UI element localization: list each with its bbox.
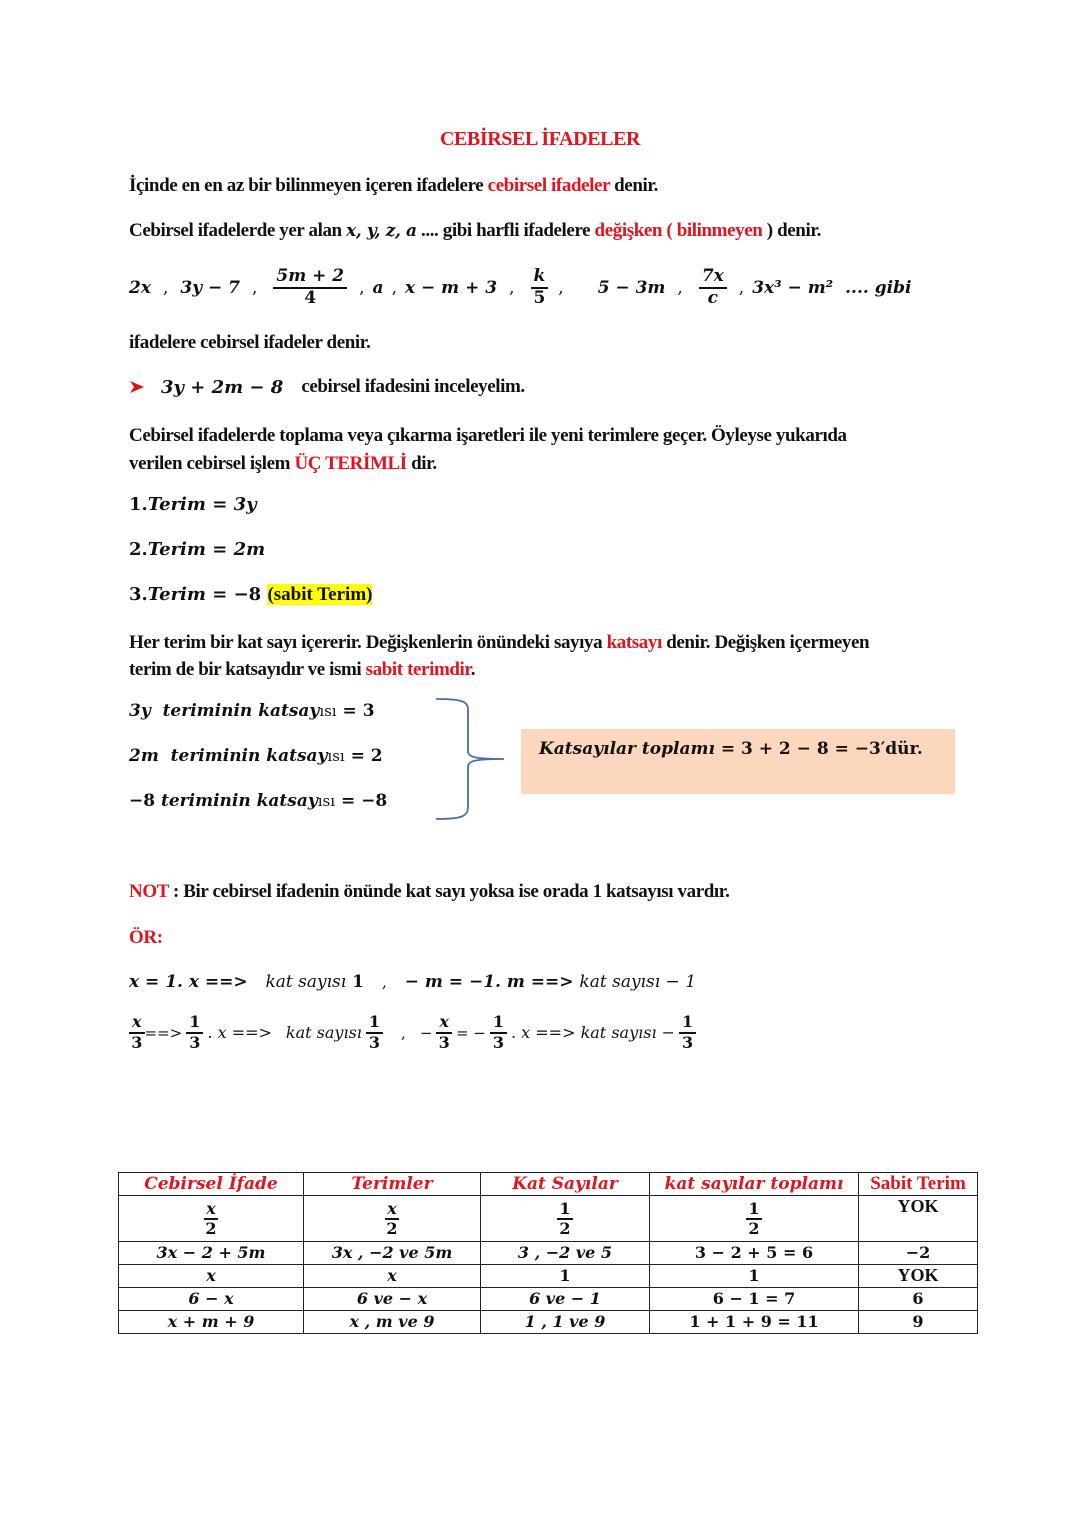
example-expression: 2x xyxy=(129,278,151,298)
terms-paragraph xyxy=(129,422,847,478)
table-cell: 6 − 1 = 7 xyxy=(650,1288,859,1311)
definition-paragraph xyxy=(129,175,658,197)
coefficient-line: 3y teriminin katsayısı = 3 xyxy=(129,701,375,721)
table-cell: 1 xyxy=(650,1265,859,1288)
table-cell: x + m + 9 xyxy=(119,1311,304,1334)
highlight-term: sabit terimdir xyxy=(365,659,471,680)
column-header: Terimler xyxy=(304,1173,481,1196)
table-row xyxy=(119,1288,978,1311)
table-cell: 6 − x xyxy=(119,1288,304,1311)
example-line: x = 1. x ==> kat sayısı 1 , − m = −1. m ==> kat sayısı − 1 xyxy=(129,972,697,992)
text: Cebirsel ifadelerde toplama veya çıkarma işaretleri ile yeni terimlere geçer. Öyleyse yukarıda xyxy=(129,425,847,446)
highlight-term: cebirsel ifadeler xyxy=(487,175,610,196)
column-header: Sabit Terim xyxy=(859,1173,978,1196)
example-fraction: $\frac{7x}{c}$ xyxy=(699,268,727,308)
highlight-term: katsayı xyxy=(606,632,662,653)
table-cell: 9 xyxy=(859,1311,978,1334)
table-cell: 1 xyxy=(481,1265,650,1288)
text: denir. xyxy=(609,175,659,196)
example-fraction-line: $\frac{x}{3}$ ==> $\frac{1}{3}$ . x ==> kat sayısı $\frac{1}{3}$ , − $\frac{x}{3}$ = − $\frac{1}{3}$ . x ==> kat sayısı − $\frac{1}{3}$ xyxy=(129,1014,700,1052)
table-cell: −2 xyxy=(859,1242,978,1265)
table-cell: x , m ve 9 xyxy=(304,1311,481,1334)
example-expression: a xyxy=(372,278,384,298)
coefficient-paragraph: Her terim bir kat sayı içererir. Değişkenlerin önündeki sayıya katsayı denir. Değişken içermeyen terim de bir katsayıdır ve ismi sabit terimdir. xyxy=(129,632,870,680)
table-cell: $\frac{x}{2}$ xyxy=(304,1196,481,1242)
table-row xyxy=(119,1265,978,1288)
column-header: Kat Sayılar xyxy=(481,1173,650,1196)
variable-list: x, y, z, a xyxy=(346,221,417,241)
examples-conclusion: ifadelere cebirsel ifadeler denir. xyxy=(129,332,371,353)
curly-brace-icon xyxy=(430,695,510,825)
table-cell: 6 ve − x xyxy=(304,1288,481,1311)
text: Cebirsel ifadelerde yer alan xyxy=(129,220,347,241)
example-expression: 3x³ − m² xyxy=(752,278,834,298)
coefficient-sum: Katsayılar toplamı = 3 + 2 − 8 = −3′dür. xyxy=(539,739,923,759)
constant-term-highlight: (sabit Terim) xyxy=(267,584,373,605)
text: ) denir. xyxy=(762,220,821,241)
table-cell: 6 xyxy=(859,1288,978,1311)
text: .... gibi harfli ifadelere xyxy=(416,220,595,241)
example-expression: 5 − 3m xyxy=(597,278,666,298)
text: dir. xyxy=(406,453,437,474)
variables-paragraph xyxy=(129,220,821,242)
table-cell: $\frac{1}{2}$ xyxy=(481,1196,650,1242)
table-cell: 1 , 1 ve 9 xyxy=(481,1311,650,1334)
table-cell: 3 , −2 ve 5 xyxy=(481,1242,650,1265)
expression-examples: 2x , 3y − 7 , $\frac{5m + 2}{4}$ , a , x − m + 3 , $\frac{k}{5}$ , 5 − 3m , $\frac{7x}{c}$ , 3x³ − m² .... gibi xyxy=(129,266,912,308)
coefficient-sum-box xyxy=(521,729,955,794)
note-label: NOT xyxy=(129,881,169,902)
column-header: Cebirsel İfade xyxy=(119,1173,304,1196)
coefficient-line: 2m teriminin katsayısı = 2 xyxy=(129,746,383,766)
table-cell: 1 + 1 + 9 = 11 xyxy=(650,1311,859,1334)
example-expression: x − m + 3 xyxy=(404,278,498,298)
table-row xyxy=(119,1242,978,1265)
term-line: 1.Terim = 3y xyxy=(129,494,257,515)
table-cell: 3x − 2 + 5m xyxy=(119,1242,304,1265)
example-fraction: $\frac{5m + 2}{4}$ xyxy=(273,268,347,308)
table-cell: 3x , −2 ve 5m xyxy=(304,1242,481,1265)
note-line xyxy=(129,881,729,903)
table-cell: x xyxy=(304,1265,481,1288)
table-cell: 6 ve − 1 xyxy=(481,1288,650,1311)
highlight-term: ÜÇ TERİMLİ xyxy=(294,453,407,474)
table-cell: YOK xyxy=(859,1265,978,1288)
bullet-item xyxy=(129,376,525,398)
arrow-bullet-icon xyxy=(129,379,145,395)
table-header-row xyxy=(119,1173,978,1196)
example-tail: .... gibi xyxy=(845,278,912,298)
term-line: 2.Terim = 2m xyxy=(129,539,266,560)
summary-table xyxy=(118,1172,978,1334)
term-line: 3.Terim = −8 (sabit Terim) xyxy=(129,584,373,605)
highlight-term: değişken ( bilinmeyen xyxy=(594,220,763,241)
example-fraction: $\frac{k}{5}$ xyxy=(531,268,549,308)
table-cell: $\frac{1}{2}$ xyxy=(650,1196,859,1242)
text: verilen cebirsel işlem xyxy=(129,453,295,474)
bullet-expression: 3y + 2m − 8 xyxy=(161,376,284,398)
column-header: kat sayılar toplamı xyxy=(650,1173,859,1196)
text: İçinde en en az bir bilinmeyen içeren ifadelere xyxy=(129,175,488,196)
bullet-text: cebirsel ifadesini inceleyelim. xyxy=(301,376,525,397)
page-title: CEBİRSEL İFADELER xyxy=(439,128,641,150)
table-cell: $\frac{x}{2}$ xyxy=(119,1196,304,1242)
coefficient-line: −8 teriminin katsayısı = −8 xyxy=(129,791,388,811)
example-label: ÖR: xyxy=(129,927,163,948)
table-cell: 3 − 2 + 5 = 6 xyxy=(650,1242,859,1265)
note-text: : Bir cebirsel ifadenin önünde kat sayı yoksa ise orada 1 katsayısı vardır. xyxy=(168,881,730,902)
example-expression: 3y − 7 xyxy=(180,278,240,298)
table-row xyxy=(119,1196,978,1242)
table-cell: YOK xyxy=(859,1196,978,1242)
table-row xyxy=(119,1311,978,1334)
table-cell: x xyxy=(119,1265,304,1288)
